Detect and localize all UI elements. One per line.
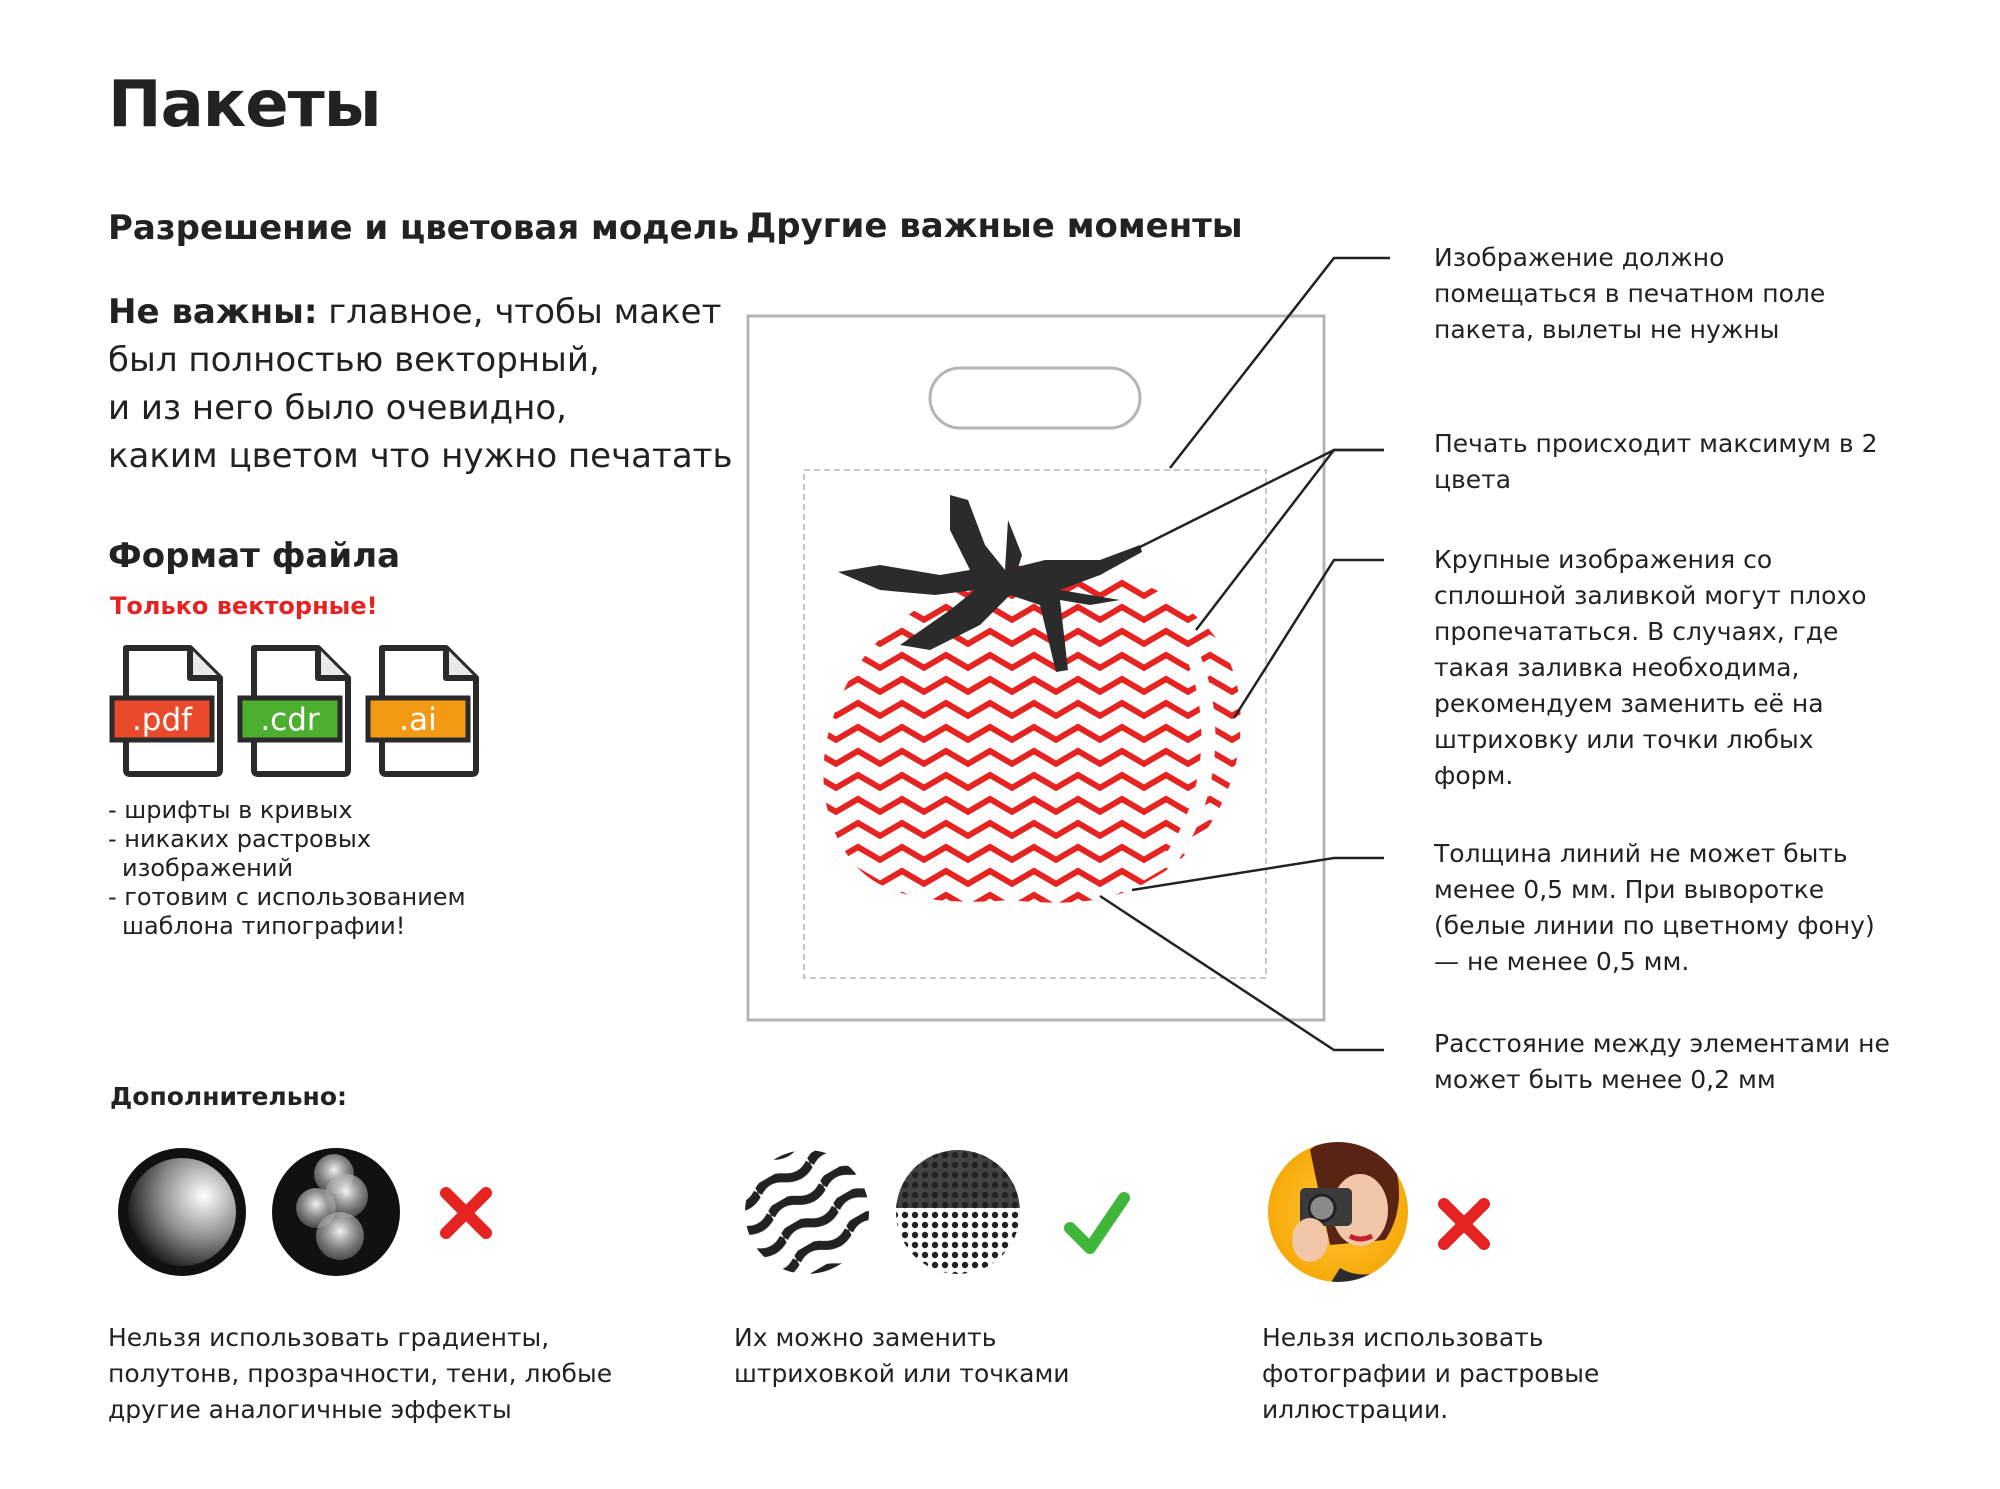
effects-examples (0, 1130, 2000, 1290)
lead-bold: Не важны: (108, 292, 318, 332)
note-solid-fill: Крупные изображения со сплошной заливкой могут плохо пропечататься. В случаях, где такая заливка необходима, рекомендуем заменить её на штриховку или точки любых форм. (1434, 545, 1867, 790)
bag-handle (930, 368, 1140, 428)
caption-hatching: Их можно заменить штриховкой или точками (734, 1323, 1070, 1388)
list-item: - никаких растровых изображений (108, 825, 372, 882)
ai-label: .ai (399, 702, 437, 738)
resolution-heading: Разрешение и цветовая модель (108, 208, 740, 248)
vector-only-note: Только векторные! (110, 592, 378, 620)
allowed-check-icon (1070, 1198, 1124, 1248)
lead-line-3: и из него было очевидно, (108, 388, 567, 428)
format-heading: Формат файла (108, 536, 401, 576)
lead-line-2: был полностью векторный, (108, 340, 600, 380)
caption-gradients: Нельзя использовать градиенты, полутонв, прозрачности, тени, любые другие аналогичные эффекты (108, 1323, 613, 1424)
extra-heading: Дополнительно: (110, 1082, 347, 1111)
forbidden-cross-icon (446, 1193, 486, 1233)
hatching-example-icon (740, 1145, 874, 1279)
caption-photos: Нельзя использовать фотографии и растровые иллюстрации. (1262, 1323, 1600, 1424)
note-line-thickness: Толщина линий не может быть менее 0,5 мм. При выворотке (белые линии по цветному фону) — не менее 0,5 мм. (1434, 839, 1875, 976)
lead-line-4: каким цветом что нужно печатать (108, 436, 733, 476)
transparency-example-icon (272, 1148, 400, 1276)
note-two-colors: Печать происходит максимум в 2 цвета (1434, 429, 1878, 494)
photo-example-icon (1268, 1138, 1408, 1290)
note-print-field: Изображение должно помещаться в печатном поле пакета, вылеты не нужны (1434, 243, 1826, 344)
forbidden-cross-icon (1444, 1204, 1484, 1244)
note-element-spacing: Расстояние между элементами не может быть менее 0,2 мм (1434, 1029, 1890, 1094)
important-notes-heading: Другие важные моменты (746, 206, 1243, 246)
dots-example-icon (894, 1148, 1022, 1276)
list-item: - готовим с использованием шаблона типографии! (108, 883, 466, 940)
list-item: - шрифты в кривых (108, 796, 353, 824)
gradient-example-icon (118, 1148, 246, 1276)
pdf-label: .pdf (131, 702, 193, 738)
page-title: Пакеты (108, 68, 381, 142)
cdr-label: .cdr (260, 702, 320, 738)
lead-line-1: главное, чтобы макет (317, 292, 722, 332)
